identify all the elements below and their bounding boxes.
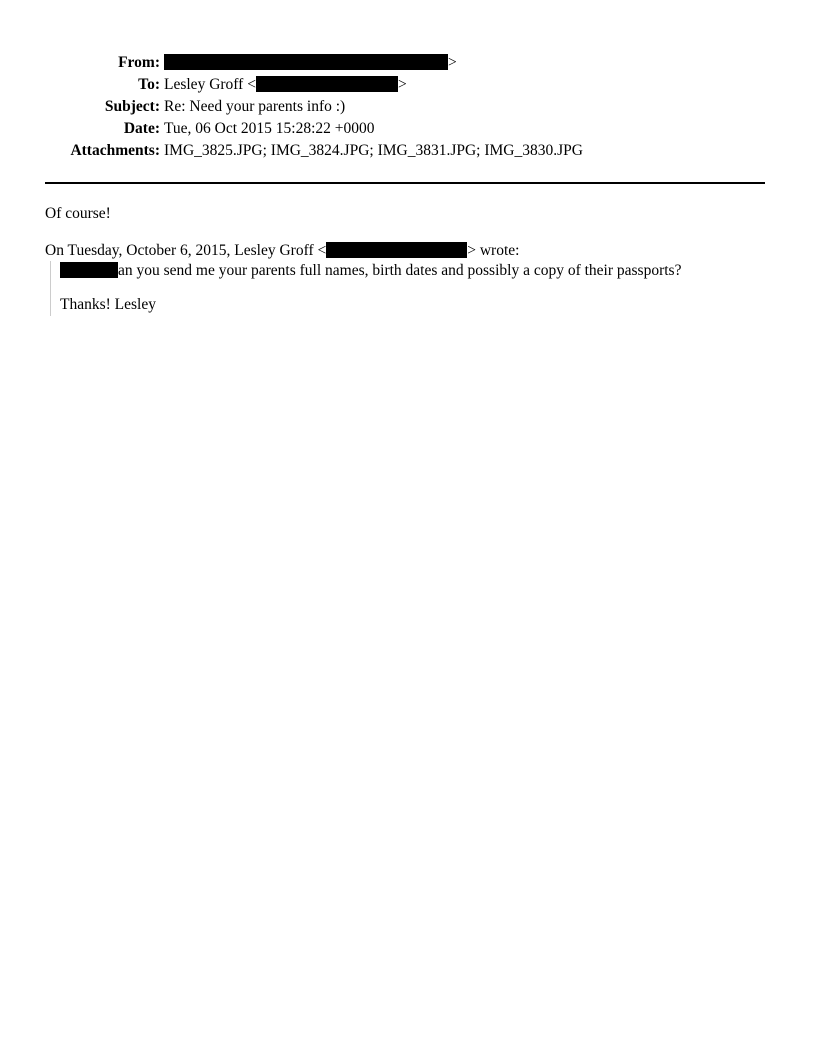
email-body: [45, 204, 775, 316]
header-row-from: [0, 52, 816, 74]
quote-intro-prefix: On Tuesday, October 6, 2015, Lesley Groff <: [45, 242, 327, 259]
redaction-block: [60, 262, 118, 278]
to-name: Lesley Groff <: [164, 76, 256, 93]
email-header: [0, 52, 816, 162]
quote-signoff: Thanks! Lesley: [60, 296, 156, 313]
quote-line-text: an you send me your parents full names, birth dates and possibly a copy of their passports?: [118, 262, 682, 279]
attachments-label: Attachments:: [70, 142, 160, 159]
redaction-block: [326, 242, 467, 258]
header-row-to: [0, 74, 816, 96]
to-suffix: >: [397, 76, 407, 93]
attachments-value[interactable]: IMG_3825.JPG; IMG_3824.JPG; IMG_3831.JPG; IMG_3830.JPG: [164, 142, 583, 159]
to-label: To:: [138, 76, 160, 93]
quote-line: [60, 261, 775, 281]
redaction-block: [164, 54, 448, 70]
quote-intro: [45, 241, 775, 261]
date-label: Date:: [123, 120, 160, 137]
header-row-subject: [0, 96, 816, 118]
header-divider: [45, 182, 765, 184]
subject-value: Re: Need your parents info :): [164, 98, 346, 115]
header-row-attachments: [0, 140, 816, 162]
quoted-message: [50, 261, 775, 316]
to-value: [164, 74, 407, 96]
redaction-block: [256, 76, 398, 92]
date-value: Tue, 06 Oct 2015 15:28:22 +0000: [164, 120, 375, 137]
header-row-date: [0, 118, 816, 140]
from-label: From:: [118, 54, 160, 71]
from-suffix: >: [448, 54, 457, 71]
subject-label: Subject:: [104, 98, 160, 115]
from-value: [164, 52, 457, 74]
quote-intro-suffix: > wrote:: [467, 242, 520, 259]
reply-text: Of course!: [45, 205, 111, 222]
